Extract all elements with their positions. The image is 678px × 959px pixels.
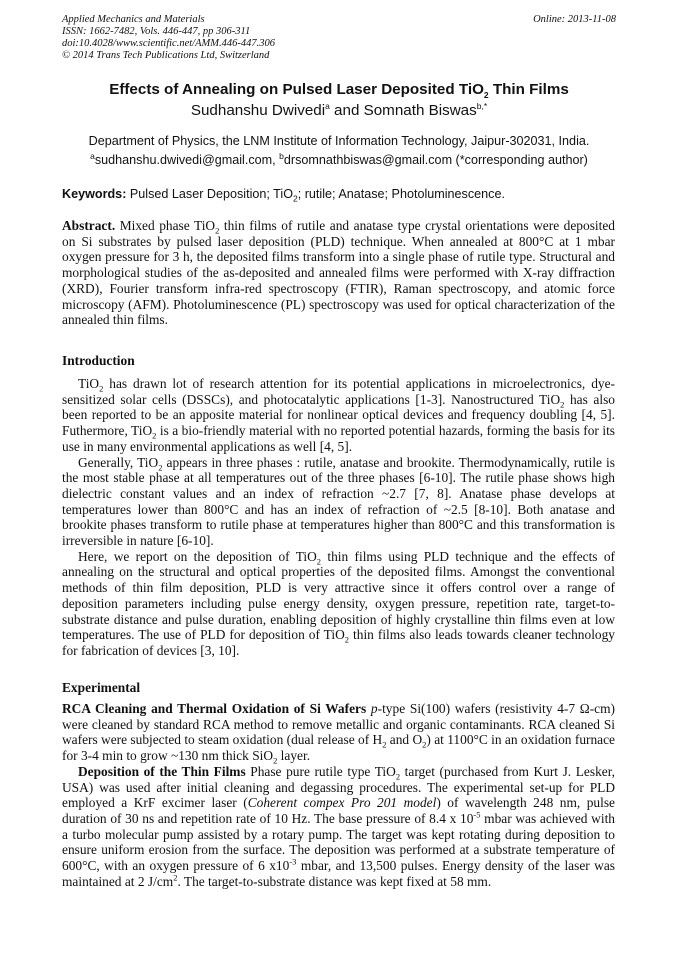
- experimental-body: [62, 701, 615, 889]
- journal-header: [62, 14, 392, 62]
- affiliation: Department of Physics, the LNM Institute of Information Technology, Jaipur-302031, India.: [88, 134, 590, 148]
- author-line: Sudhanshu Dwivedi$^a$ and Somnath Biswas$^{b,*}$: [190, 100, 488, 119]
- introduction-body: [62, 376, 615, 659]
- paper-title: Effects of Annealing on Pulsed Laser Deposited TiO$_2$ Thin Films: [109, 81, 569, 101]
- email-1: sudhanshu.dwivedi@gmail.com,: [94, 153, 280, 167]
- author-2: Somnath Biswas: [363, 102, 477, 119]
- abstract: Abstract. Mixed phase TiO$_2$ thin films of rutile and anatase type crystal orientations were deposited on Si substrates by pulsed laser deposition (PLD) technique. When annealed at 800°C at 1 mbar oxygen pressure for 3 h, the deposited films transform into a single phase of rutile type. Structural and morphological studies of the as-deposited and annealed films were performed with X-ray diffraction (XRD), Fourier transform infra-red spectroscopy (FTIR), Raman spectroscopy, and atomic force microscopy (AFM). Photoluminescence (PL) spectroscopy was used for optical characterization of the annealed thin films.: [62, 218, 615, 328]
- intro-paragraph-1: TiO$_2$ has drawn lot of research attention for its potential applications in microelectronics, dye-sensitized solar cells (DSSCs), and photocatalytic applications [1-3]. Nanostructured TiO$_2$ has also been reported to be an apposite material for nonlinear optical devices and frequency doubling [4, 5]. Futhermore, TiO$_2$ is a bio-friendly material with no reported potential hazards, forming the basis for its use in many environmental applications as well [4, 5].: [62, 376, 615, 454]
- intro-paragraph-3: Here, we report on the deposition of TiO$_2$ thin films using PLD technique and the effects of annealing on the structural and optical properties of the deposited films. Amongst the conventional methods of thin film deposition, PLD is very attractive since it offers control over a range of deposition parameters including pulse energy density, oxygen pressure, repetition rate, target-to-substrate distance and pulse duration, enabling deposition of highly crystalline thin films even at low temperatures. The use of PLD for deposition of TiO$_2$ thin films also leads towards cleaner technology for fabrication of devices [3, 10].: [62, 548, 616, 658]
- keywords: Keywords: Pulsed Laser Deposition; TiO$_2$; rutile; Anatase; Photoluminescence.: [62, 187, 505, 204]
- email-2: drsomnathbiswas@gmail.com (*corresponding author): [283, 153, 588, 167]
- issn-line: ISSN: 1662-7482, Vols. 446-447, pp 306-311: [62, 26, 251, 37]
- experimental-paragraph-2: Deposition of the Thin Films Phase pure rutile type TiO$_2$ target (purchased from Kurt J. Lesker, USA) was used after initial cleaning and degassing procedures. The experimental set-up for PLD employed a KrF excimer laser (Coherent compex Pro 201 model) of wavelength 248 nm, pulse duration of 30 ns and repetition rate of 10 Hz. The base pressure of 8.4 x $10^{-5}$ mbar was achieved with a turbo molecular pump assisted by a rotary pump. The target was kept rotating during deposition to ensure uniform erosion from the surface. The deposition was performed at a substrate temperature of 600°C, with an oxygen pressure of 6 $x10^{-3}$ mbar, and 13,500 pulses. Energy density of the laser was maintained at 2 $J/cm^2$. The target-to-substrate distance was kept fixed at 58 mm.: [62, 763, 615, 889]
- abstract-label: Abstract.: [62, 218, 116, 233]
- keywords-label: Keywords:: [62, 187, 127, 201]
- experimental-heading: Experimental: [62, 680, 141, 695]
- introduction-heading: Introduction: [62, 353, 135, 368]
- author-emails: $^a$sudhanshu.dwivedi@gmail.com, $^b$drsomnathbiswas@gmail.com (*corresponding author): [90, 150, 588, 167]
- experimental-paragraph-1: RCA Cleaning and Thermal Oxidation of Si Wafers p-type Si(100) wafers (resistivity 4-7 Ω-cm) were cleaned by standard RCA method to remove metallic and organic contaminants. RCA cleaned Si wafers were subjected to steam oxidation (dual release of $H_2$ and $O_2$) at 1100°C in an oxidation furnace for 3-4 min to grow ~130 nm thick SiO$_2$ layer.: [62, 701, 616, 766]
- online-date: Online: 2013-11-08: [533, 14, 616, 25]
- intro-paragraph-2: Generally, TiO$_2$ appears in three phases : rutile, anatase and brookite. Thermodynamically, rutile is the most stable phase at all temperatures out of the three phases [6-10]. The rutile phase shows high dielectric constant values and an index of refraction ~2.7 [7, 8]. Anatase phase develops at temperatures lower than 800°C and has an index of refraction of ~2.5 [8-10]. Both anatase and brookite phases transform to rutile phase at temperatures higher than 800°C and this transformation is irreversible in nature [6-10].: [62, 454, 615, 549]
- journal-name: Applied Mechanics and Materials: [62, 14, 205, 25]
- copyright-line: © 2014 Trans Tech Publications Ltd, Switzerland: [62, 50, 270, 61]
- doi-line: doi:10.4028/www.scientific.net/AMM.446-447.306: [62, 38, 275, 49]
- author-1: Sudhanshu Dwivedi: [190, 102, 326, 119]
